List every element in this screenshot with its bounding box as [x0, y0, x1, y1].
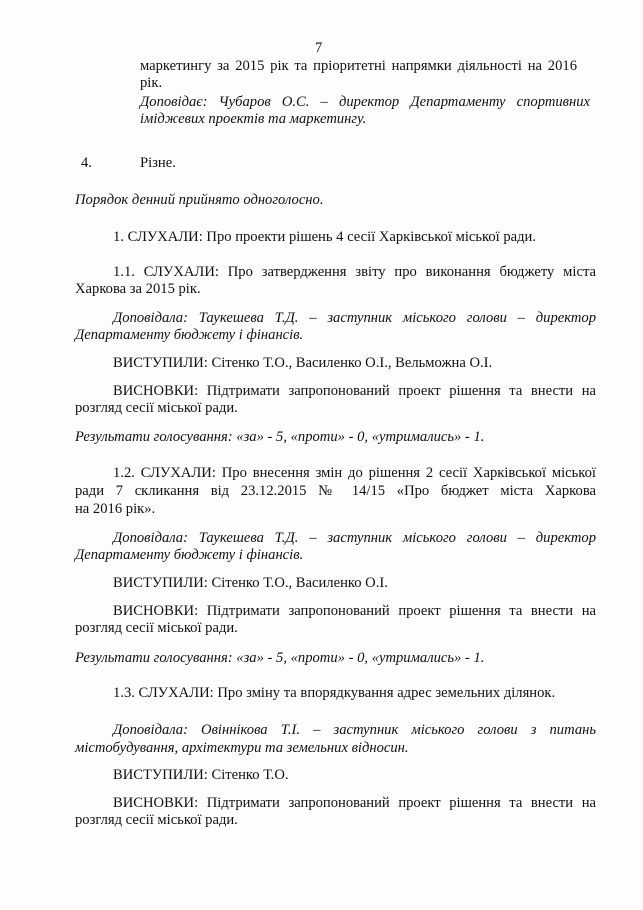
speaker-1-3-line1: Доповідала: Овіннікова Т.І. – заступник міського голови з питань [113, 722, 596, 738]
previous-item-speaker-line1: Доповідає: Чубаров О.С. – директор Департаменту спортивних [140, 94, 590, 110]
agenda-item-label: Різне. [140, 155, 176, 171]
spoke-1-3: ВИСТУПИЛИ: Сітенко Т.О. [113, 767, 289, 783]
heard-1-2-line3: на 2016 рік». [75, 501, 156, 517]
speaker-1-1-line1: Доповідала: Таукешева Т.Д. – заступник міського голови – директор [113, 310, 596, 326]
previous-item-speaker-line2: іміджевих проектів та маркетингу. [140, 111, 367, 127]
heard-1-1-line1: 1.1. СЛУХАЛИ: Про затвердження звіту про виконання бюджету міста [113, 264, 596, 280]
conclusion-1-3-line1: ВИСНОВКИ: Підтримати запропонований проект рішення та внести на [113, 795, 596, 811]
conclusion-1-1-line2: розгляд сесії міської ради. [75, 400, 238, 416]
speaker-1-3-line2: містобудування, архітектури та земельних відносин. [75, 740, 409, 756]
agenda-adopted-note: Порядок денний прийнято одноголосно. [75, 192, 324, 208]
conclusion-1-2-line1: ВИСНОВКИ: Підтримати запропонований проект рішення та внести на [113, 603, 596, 619]
conclusion-1-1-line1: ВИСНОВКИ: Підтримати запропонований проект рішення та внести на [113, 383, 596, 399]
agenda-item-number: 4. [81, 155, 92, 171]
vote-result-1-2: Результати голосування: «за» - 5, «проти» - 0, «утримались» - 1. [75, 650, 485, 666]
speaker-1-2-line1: Доповідала: Таукешева Т.Д. – заступник міського голови – директор [113, 530, 596, 546]
previous-item-text-line2: рік. [140, 75, 163, 91]
vote-result-1-1: Результати голосування: «за» - 5, «проти» - 0, «утримались» - 1. [75, 429, 485, 445]
spoke-1-1: ВИСТУПИЛИ: Сітенко Т.О., Василенко О.І., Вельможна О.І. [113, 355, 493, 371]
page-number: 7 [315, 40, 323, 56]
heard-main-heading: 1. СЛУХАЛИ: Про проекти рішень 4 сесії Харківської міської ради. [113, 229, 537, 245]
heard-1-1-line2: Харкова за 2015 рік. [75, 281, 201, 297]
conclusion-1-2-line2: розгляд сесії міської ради. [75, 620, 238, 636]
speaker-1-2-line2: Департаменту бюджету і фінансів. [75, 547, 304, 563]
heard-1-2-line1: 1.2. СЛУХАЛИ: Про внесення змін до рішення 2 сесії Харківської міської [113, 465, 596, 481]
heard-1-3: 1.3. СЛУХАЛИ: Про зміну та впорядкування адрес земельних ділянок. [113, 685, 556, 701]
spoke-1-2: ВИСТУПИЛИ: Сітенко Т.О., Василенко О.І. [113, 575, 388, 591]
speaker-1-1-line2: Департаменту бюджету і фінансів. [75, 327, 304, 343]
heard-1-2-line2: ради 7 скликання від 23.12.2015 № 14/15 «Про бюджет міста Харкова [75, 483, 596, 499]
conclusion-1-3-line2: розгляд сесії міської ради. [75, 812, 238, 828]
previous-item-text-line1: маркетингу за 2015 рік та пріоритетні напрямки діяльності на 2016 [140, 58, 577, 74]
